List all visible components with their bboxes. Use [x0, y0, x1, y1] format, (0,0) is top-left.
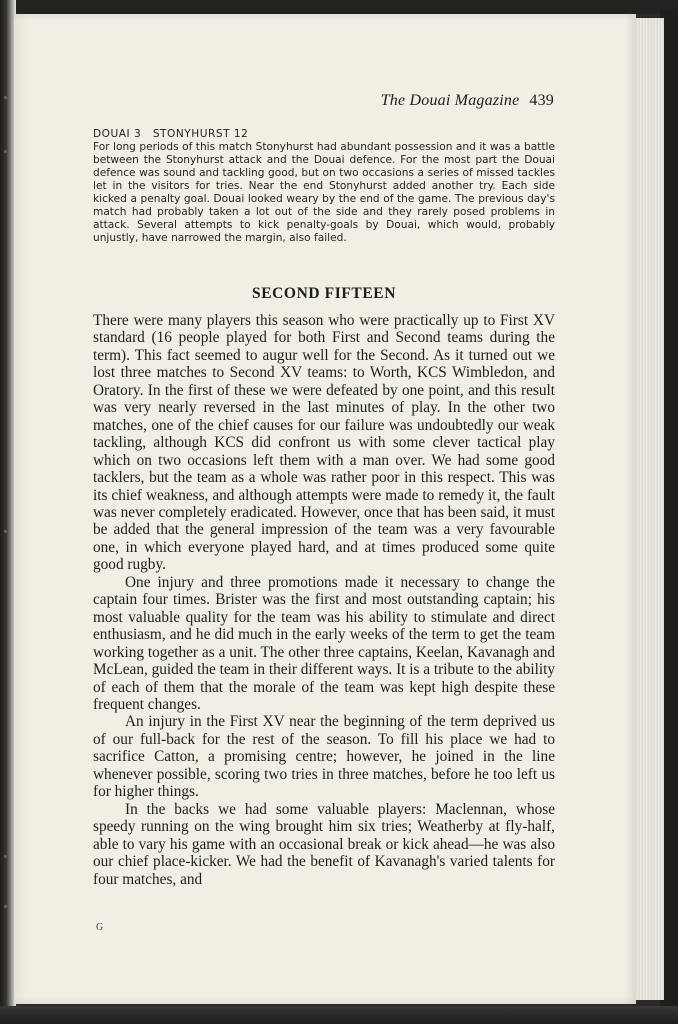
signature-mark: G [96, 922, 104, 933]
section-body [93, 312, 555, 888]
scanner-bottom-border [0, 1006, 678, 1024]
paragraph: One injury and three promotions made it necessary to change the captain four times. Brister was the first and most outstanding captain; his most valuable quality for the team was his ability to stimulate and direct enthusiasm, and he did much in the early weeks of the term to get the team working together as a unit. The other three captains, Keelan, Kavanagh and McLean, guided the team in their different ways. It is a tribute to the ability of each of them that the morale of the team was kept high despite these frequent changes. [93, 573, 555, 713]
section-heading: SECOND FIFTEEN [251, 285, 397, 302]
match-report [93, 128, 555, 245]
paragraph: There were many players this season who were practically up to First XV standard (16 people played for both First and Second teams during the term). This fact seemed to augur well for the Second. As it turned out we lost three matches to Second XV teams: to Worth, KCS Wimbledon, and Oratory. In the first of these we were defeated by one point, and this result was very nearly reversed in the last minutes of play. In the other two matches, one of the chief causes for our failure was undoubtedly our weak tackling, although KCS did confront us with some clever tactical play which on two occasions left them with a man over. We had some good tacklers, but the team as a whole was rather poor in this respect. This was its chief weakness, and although attempts were made to remedy it, the fault was never completely eradicated. However, once that has been said, it must be added that the general impression of the team was a very favourable one, in which everyone played hard, and at times produced some quite good rugby. [93, 312, 555, 574]
page-stack-edges [634, 18, 664, 1000]
scanner-top-border [0, 0, 678, 14]
match-report-text: For long periods of this match Stonyhurst had abundant possession and it was a battle between the Stonyhurst attack and the Douai defence. For the most part the Douai defence was sound and tackling good, but on two occasions a series of missed tackles let in the visitors for tries. Near the end Stonyhurst added another try. Each side kicked a penalty goal. Douai looked weary by the end of the game. The previous day's match had probably taken a lot out of the side and they rarely posed problems in attack. Several attempts to kick penalty-goals by Douai, which would, probably unjustly, have narrowed the margin, also failed. [93, 141, 555, 245]
match-report-heading: DOUAI 3 STONYHURST 12 [93, 128, 249, 140]
paragraph: In the backs we had some valuable players: Maclennan, whose speedy running on the wing brought him six tries; Weatherby at fly-half, able to vary his game with an occasional break or kick ahead—he was also our chief place-kicker. We had the benefit of Kavanagh's varied talents for four matches, and [93, 800, 555, 888]
magazine-title: The Douai Magazine [380, 92, 520, 109]
running-header [381, 92, 554, 110]
page-number: 439 [529, 92, 554, 109]
paragraph: An injury in the First XV near the beginning of the term deprived us of our full-back for the rest of the season. To fill his place we had to sacrifice Catton, a promising centre; however, he joined in the line whenever possible, scoring two tries in three matches, before he too left us for higher things. [93, 713, 555, 801]
